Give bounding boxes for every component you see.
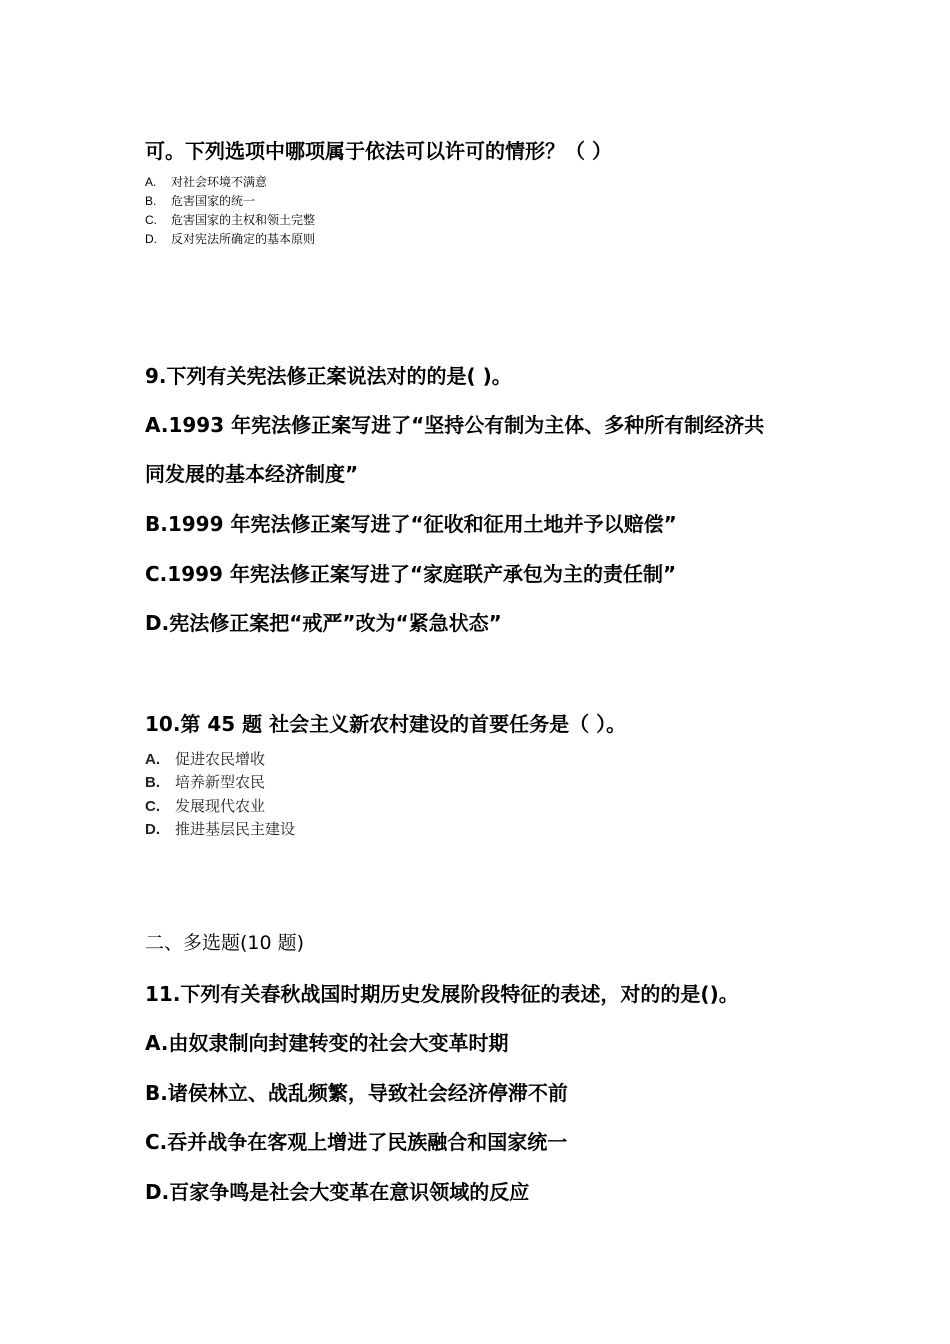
question-10-stem: 10.第 45 题 社会主义新农村建设的首要任务是（ ）。	[145, 712, 627, 736]
question-9-option-a-line2: 同发展的基本经济制度”	[145, 462, 359, 486]
option-key: A.	[145, 751, 160, 768]
option-text: 对社会环境不满意	[171, 175, 268, 189]
question-9-option-a-line1: A.1993 年宪法修正案写进了“坚持公有制为主体、多种所有制经济共	[145, 413, 765, 437]
option-key: D.	[145, 821, 160, 838]
question-10-option-b	[145, 772, 265, 793]
question-8-stem: 可。下列选项中哪项属于依法可以许可的情形？（ ）	[145, 139, 612, 163]
option-text: 推进基层民主建设	[175, 820, 296, 838]
question-8-option-a	[145, 174, 267, 190]
option-key: C.	[145, 213, 157, 227]
question-10-option-a	[145, 749, 265, 770]
question-9-option-c: C.1999 年宪法修正案写进了“家庭联产承包为主的责任制”	[145, 562, 677, 586]
option-text: 发展现代农业	[175, 797, 266, 815]
section-heading: 二、多选题(10 题)	[145, 932, 305, 954]
option-key: A.	[145, 175, 157, 189]
question-9-option-b: B.1999 年宪法修正案写进了“征收和征用土地并予以赔偿”	[145, 512, 677, 536]
question-10-option-c	[145, 796, 265, 817]
option-key: D.	[145, 232, 157, 246]
option-text: 促进农民增收	[175, 750, 266, 768]
question-9-stem: 9.下列有关宪法修正案说法对的的是( )。	[145, 364, 512, 388]
option-key: B.	[145, 194, 157, 208]
question-10-option-d	[145, 819, 295, 840]
option-text: 危害国家的主权和领土完整	[171, 213, 316, 227]
option-text: 危害国家的统一	[171, 194, 256, 208]
question-11-option-a: A.由奴隶制向封建转变的社会大变革时期	[145, 1031, 509, 1055]
option-key: B.	[145, 774, 160, 791]
question-11-option-d: D.百家争鸣是社会大变革在意识领域的反应	[145, 1180, 530, 1204]
option-text: 培养新型农民	[175, 773, 266, 791]
option-key: C.	[145, 798, 160, 815]
option-text: 反对宪法所确定的基本原则	[171, 232, 316, 246]
question-8-option-d	[145, 231, 315, 247]
question-11-option-b: B.诸侯林立、战乱频繁，导致社会经济停滞不前	[145, 1081, 568, 1105]
question-11-stem: 11.下列有关春秋战国时期历史发展阶段特征的表述，对的的是()。	[145, 982, 739, 1006]
question-11-option-c: C.吞并战争在客观上增进了民族融合和国家统一	[145, 1130, 568, 1154]
question-8-option-c	[145, 212, 315, 228]
question-9-option-d: D.宪法修正案把“戒严”改为“紧急状态”	[145, 611, 502, 635]
question-8-option-b	[145, 193, 255, 209]
